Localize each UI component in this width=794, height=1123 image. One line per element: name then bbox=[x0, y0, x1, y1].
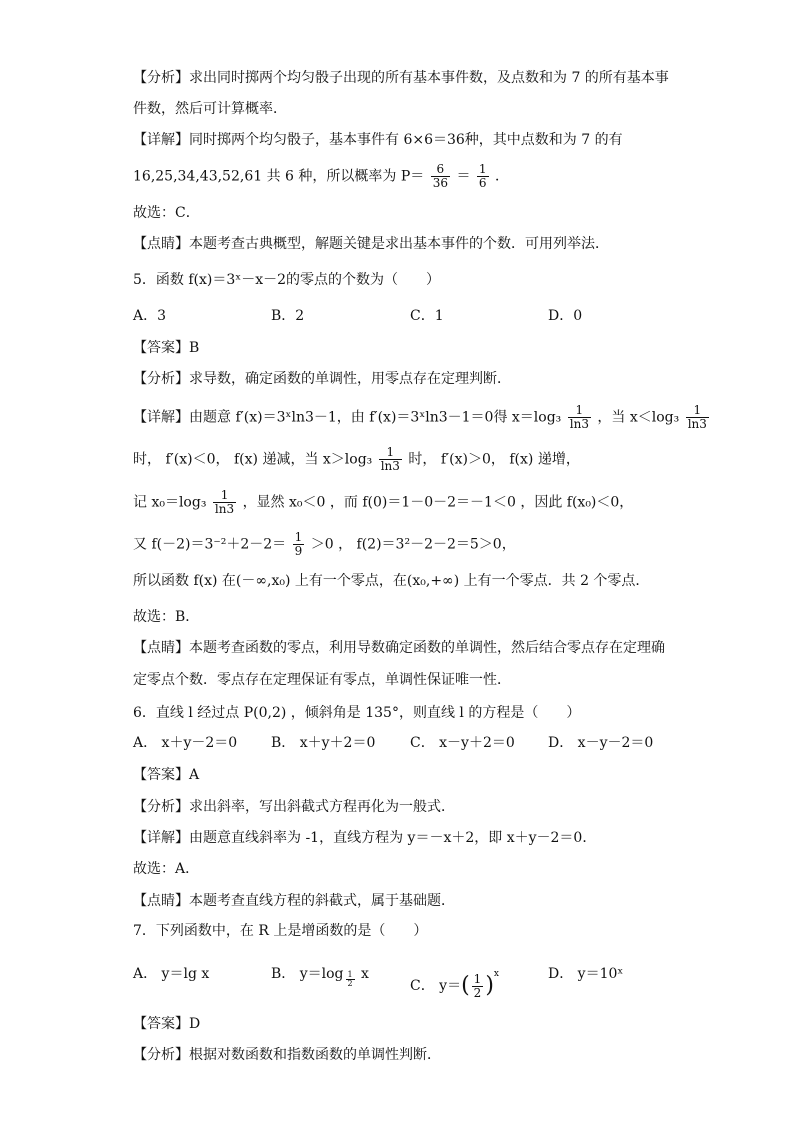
answer-line: 故选：C． bbox=[133, 205, 200, 221]
comment-line-2: 定零点个数．零点存在定理保证有零点，单调性保证唯一性． bbox=[133, 672, 511, 688]
option-d: D． y＝10ˣ bbox=[548, 966, 624, 982]
answer-tag: 【答案】B bbox=[133, 340, 200, 356]
option-b: B．2 bbox=[271, 308, 305, 324]
analysis-line: 【分析】求出斜率，写出斜截式方程再化为一般式． bbox=[133, 799, 455, 815]
analysis-line: 【分析】求导数，确定函数的单调性，用零点存在定理判断． bbox=[133, 371, 511, 387]
analysis-line-1: 【分析】求出同时掷两个均匀骰子出现的所有基本事件数，及点数和为 7 的所有基本事 bbox=[133, 70, 669, 86]
question-7: 7．下列函数中，在 R 上是增函数的是（ ） bbox=[133, 923, 428, 939]
question-5-options bbox=[133, 306, 773, 326]
detail-text: 16,25,34,43,52,61 共 6 种，所以概率为 P＝ bbox=[133, 168, 425, 185]
analysis-line: 【分析】根据对数函数和指数函数的单调性判断． bbox=[133, 1047, 441, 1063]
option-d: D． x－y－2＝0 bbox=[548, 735, 654, 751]
option-c: C． x－y＋2＝0 bbox=[410, 735, 515, 751]
fraction-1-ln3: $\frac{1}{\ln 3}$ bbox=[380, 445, 400, 473]
option-d: D．0 bbox=[548, 308, 583, 324]
analysis-line-2: 件数，然后可计算概率． bbox=[133, 101, 287, 117]
detail-line-2: 16,25,34,43,52,61 共 6 种，所以概率为 P＝ $\frac{6}{36}$ ＝ $\frac{1}{6}$ ． bbox=[133, 162, 509, 190]
comment-line-1: 【点睛】本题考查函数的零点，利用导数确定函数的单调性，然后结合零点存在定理确 bbox=[133, 640, 665, 656]
detail-line: 所以函数 f(x) 在(－∞,x₀) 上有一个零点，在(x₀,+∞) 上有一个零点．共 2 个零点． bbox=[133, 573, 650, 589]
option-a: A． y＝lg x bbox=[133, 966, 210, 982]
detail-line: 记 x₀＝log₃ $\frac{1}{\ln 3}$ ，显然 x₀＜0 ，而 f(0)＝1－0－2＝－1＜0 ，因此 f(x₀)＜0， bbox=[133, 488, 634, 516]
answer-line: 故选：A． bbox=[133, 861, 200, 877]
fraction-1-9: $\frac{1}{9}$ bbox=[294, 530, 303, 558]
question-7-options bbox=[133, 964, 773, 1000]
option-b: B． x＋y＋2＝0 bbox=[271, 735, 376, 751]
option-c: C． y＝( $\frac{1}{2}$ )$^x$ bbox=[410, 969, 499, 1000]
answer-tag: 【答案】D bbox=[133, 1016, 201, 1032]
fraction-1-ln3: $\frac{1}{\ln 3}$ bbox=[687, 403, 707, 431]
question-5: 5．函数 f(x)＝3ˣ－x－2的零点的个数为（ ） bbox=[133, 272, 441, 288]
option-a: A． x＋y－2＝0 bbox=[133, 735, 238, 751]
answer-line: 故选：B． bbox=[133, 609, 200, 625]
option-b: B． y＝log $\frac{1}{2}$ x bbox=[271, 966, 369, 988]
fraction-1-ln3: $\frac{1}{\ln 3}$ bbox=[214, 488, 235, 516]
detail-line: 【详解】由题意直线斜率为 -1，直线方程为 y＝－x＋2，即 x＋y－2＝0． bbox=[133, 830, 597, 846]
question-6-options bbox=[133, 733, 773, 753]
option-a: A．3 bbox=[133, 308, 167, 324]
comment-line: 【点睛】本题考查古典概型，解题关键是求出基本事件的个数．可用列举法． bbox=[133, 236, 609, 252]
question-6: 6．直线 l 经过点 P(0,2) ，倾斜角是 135°，则直线 l 的方程是（ ） bbox=[133, 705, 581, 721]
fraction-1-6: $\frac{1}{6}$ bbox=[478, 162, 487, 190]
fraction-1-ln3: $\frac{1}{\ln 3}$ bbox=[569, 403, 589, 431]
fraction-1-2: $\frac{1}{2}$ bbox=[473, 971, 482, 1000]
comment-line: 【点睛】本题考查直线方程的斜截式，属于基础题． bbox=[133, 893, 455, 909]
answer-tag: 【答案】A bbox=[133, 767, 200, 783]
fraction-6-36: $\frac{6}{36}$ bbox=[432, 162, 448, 190]
detail-line: 又 f(－2)＝3⁻²＋2－2＝ $\frac{1}{9}$ ＞0 ， f(2)＝3²－2－2＝5＞0， bbox=[133, 530, 516, 558]
log-base-fraction: $\frac{1}{2}$ bbox=[347, 970, 353, 988]
detail-line: 【详解】由题意 f′(x)＝3ˣln3－1，由 f′(x)＝3ˣln3－1＝0得 x＝log₃ $\frac{1}{\ln 3}$ ，当 x＜log₃ $\frac{1}{\ln 3}$ bbox=[133, 403, 707, 431]
detail-line-1: 【详解】同时掷两个均匀骰子，基本事件有 6×6＝36种，其中点数和为 7 的有 bbox=[133, 132, 623, 148]
option-c: C．1 bbox=[410, 308, 444, 324]
detail-line: 时， f′(x)＜0， f(x) 递减，当 x＞log₃ $\frac{1}{\ln 3}$ 时， f′(x)＞0， f(x) 递增， bbox=[133, 445, 580, 473]
